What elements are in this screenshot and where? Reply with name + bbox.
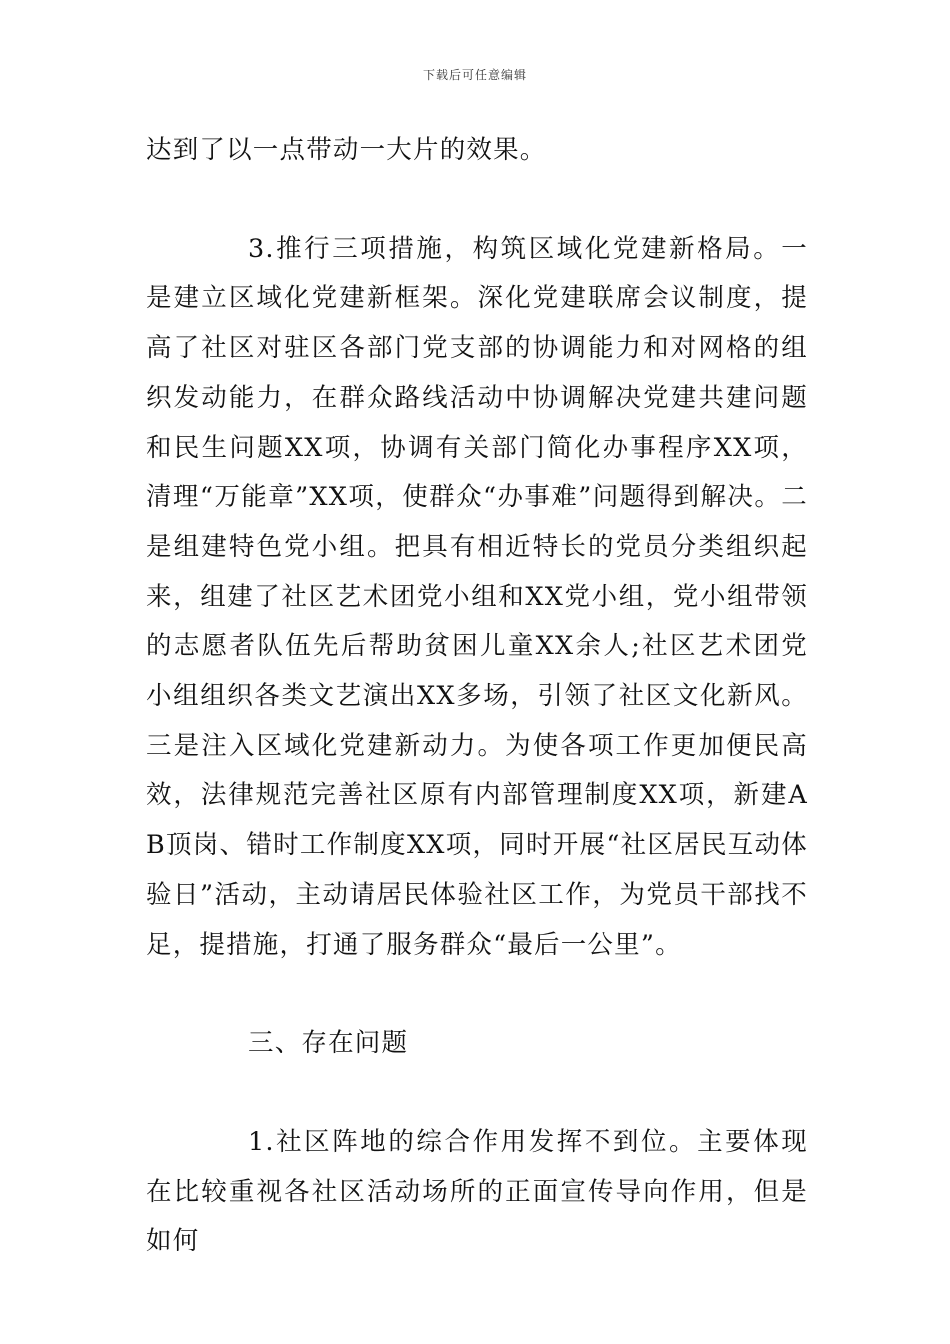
document-body	[146, 126, 808, 1267]
page-header-note: 下载后可任意编辑	[422, 68, 527, 82]
paragraph-measure-3: 3.推行三项措施，构筑区域化党建新格局。一是建立区域化党建新框架。深化党建联席会议制度，提高了社区对驻区各部门党支部的协调能力和对网格的组织发动能力，在群众路线活动中协调解决党建共建问题和民生问题XX项，协调有关部门简化办事程序XX项，清理“万能章”XX项，使群众“办事难”问题得到解决。二是组建特色党小组。把具有相近特长的党员分类组织起来，组建了社区艺术团党小组和XX党小组，党小组带领的志愿者队伍先后帮助贫困儿童XX余人;社区艺术团党小组组织各类文艺演出XX多场，引领了社区文化新风。三是注入区域化党建新动力。为使各项工作更加便民高效，法律规范完善社区原有内部管理制度XX项，新建AB顶岗、错时工作制度XX项，同时开展“社区居民互动体验日”活动，主动请居民体验社区工作，为党员干部找不足，提措施，打通了服务群众“最后一公里”。	[146, 233, 808, 960]
paragraph-problem-1: 1.社区阵地的综合作用发挥不到位。主要体现在比较重视各社区活动场所的正面宣传导向作用，但是如何	[146, 1126, 808, 1257]
paragraph-continuation: 达到了以一点带动一大片的效果。	[146, 135, 547, 165]
section-heading-problems: 三、存在问题	[248, 1028, 409, 1059]
